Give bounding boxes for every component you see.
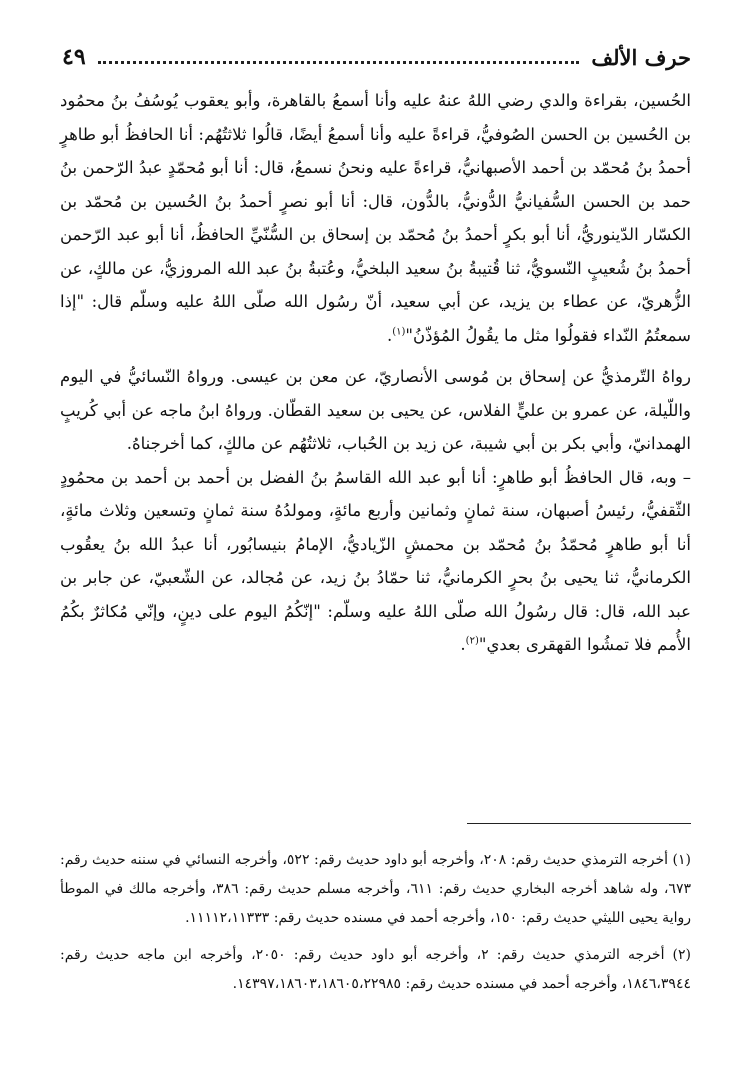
paragraph-text: الحُسين، بقراءة والدي رضي اللهُ عنهُ عليه وأنا أسمعُ بالقاهرة، وأبو يعقوب يُوسُفُ بنُ محمُود بن الحُسين بن الحسن الصُوفيُّ، قراءةً عليه وأنا أسمعُ أيضًا، قالُوا ثلاثتُهُم: أنا الحافظُ أبو طاهرٍ أحمدُ بنُ مُحمّد بن أحمد الأصبهانيُّ، قراءةً عليه ونحنُ نسمعُ، قال: أنا أبو مُحمّدٍ عبدُ الرّحمن بنُ حمد بن الحسن السُّفيانيُّ الدُّونيُّ، بالدُّون، قال: أنا أبو نصرٍ أحمدُ بنُ الحُسين بن مُحمّد بن الكسّار الدّينوريُّ، أنا أبو بكرٍ أحمدُ بنُ مُحمّد بن إسحاق بن السُّنّيِّ الحافظُ، أنا أبو عبد الرّحمن أحمدُ بنُ شُعيبٍ النّسويُّ، ثنا قُتيبةُ بنُ سعيد البلخيُّ، وعُتبةُ بنُ عبد الله المروزيُّ، عن مالكٍ، عن الزُّهريّ، عن عطاء بن يزيد، عن أبي سعيد، أنّ رسُول الله صلّى اللهُ عليه وسلّم قال: "إذا سمعتُمُ النّداء فقولُوا مثل ما يقُولُ المُؤذّنُ" — [60, 91, 691, 345]
paragraph: – وبه، قال الحافظُ أبو طاهرٍ: أنا أبو عبد الله القاسمُ بنُ الفضل بن أحمد بن أحمد بن محمُودٍ الثّقفيُّ، رئيسُ أصبهان، سنة ثمانٍ وثمانين وأربع مائةٍ، ومولدُهُ سنة ثمانٍ وتسعين وثلاث مائةٍ، أنا أبو طاهرٍ مُحمّدُ بنُ مُحمّد بن محمشٍ الزّياديُّ، الإمامُ بنيسابُور، أنا عبدُ الله بنُ يعقُوب الكرمانيُّ، ثنا يحيى بنُ بحرٍ الكرمانيُّ، ثنا حمّادُ بنُ زيد، عن مُجالد، عن الشّعبيّ، عن جابر بن عبد الله، قال: قال رسُولُ الله صلّى اللهُ عليه وسلّم: "إنّكُمُ اليوم على دينٍ، وإنّي مُكاثرٌ بكُمُ الأُمم فلا تمشُوا القهقرى بعدي"$^{(٢)}$. — [60, 467, 691, 654]
footnote: (٢) أخرجه الترمذي حديث رقم: ٢، وأخرجه أبو داود حديث رقم: ٢٠٥٠، وأخرجه ابن ماجه حديث رقم: ١٨٤٦،٣٩٤٤، وأخرجه أحمد في مسنده حديث رقم: ١٤٣٩٧،١٨٦٠٣،١٨٦٠٥،٢٢٩٨٥. — [60, 947, 691, 992]
footnote-ref[interactable]: (١) — [392, 326, 406, 337]
main-text — [60, 84, 691, 662]
paragraph — [60, 360, 691, 461]
page-number: ٤٩ — [62, 44, 86, 70]
chapter-title: حرف الألف — [591, 44, 691, 70]
paragraph: الحُسين، بقراءة والدي رضي اللهُ عنهُ عليه وأنا أسمعُ بالقاهرة، وأبو يعقوب يُوسُفُ بنُ محمُود بن الحُسين بن الحسن الصُوفيُّ، قراءةً عليه وأنا أسمعُ أيضًا، قالُوا ثلاثتُهُم: أنا الحافظُ أبو طاهرٍ أحمدُ بنُ مُحمّد بن أحمد الأصبهانيُّ، قراءةً عليه ونحنُ نسمعُ، قال: أنا أبو مُحمّدٍ عبدُ الرّحمن بنُ حمد بن الحسن السُّفيانيُّ الدُّونيُّ، بالدُّون، قال: أنا أبو نصرٍ أحمدُ بنُ الحُسين بن مُحمّد بن الكسّار الدّينوريُّ، أنا أبو بكرٍ أحمدُ بنُ مُحمّد بن إسحاق بن السُّنّيِّ الحافظُ، أنا أبو عبد الرّحمن أحمدُ بنُ شُعيبٍ النّسويُّ، ثنا قُتيبةُ بنُ سعيد البلخيُّ، وعُتبةُ بنُ عبد الله المروزيُّ، عن مالكٍ، عن الزُّهريّ، عن عطاء بن يزيد، عن أبي سعيد، أنّ رسُول الله صلّى اللهُ عليه وسلّم قال: "إذا سمعتُمُ النّداء فقولُوا مثل ما يقُولُ المُؤذّنُ"$^{(١)}$. — [60, 91, 691, 345]
header-dotted-leader — [98, 61, 580, 64]
paragraph-text: رواهُ التّرمذيُّ عن إسحاق بن مُوسى الأنصاريّ، عن معن بن عيسى. ورواهُ النّسائيُّ في اليوم واللّيلة، عن عمرو بن عليٍّ الفلاس، عن يحيى بن سعيد القطّان. ورواهُ ابنُ ماجه عن أبي كُريبٍ الهمدانيّ، وأبي بكر بن أبي شيبة، عن زيد بن الحُباب، ثلاثتُهُم عن مالكٍ، كما أخرجناهُ. — [60, 367, 691, 453]
footnote-separator — [467, 823, 691, 824]
paragraph-text: – وبه، قال الحافظُ أبو طاهرٍ: أنا أبو عبد الله القاسمُ بنُ الفضل بن أحمد بن أحمد بن محمُودٍ الثّقفيُّ، رئيسُ أصبهان، سنة ثمانٍ وثمانين وأربع مائةٍ، ومولدُهُ سنة ثمانٍ وتسعين وثلاث مائةٍ، أنا أبو طاهرٍ مُحمّدُ بنُ مُحمّد بن محمشٍ الزّياديُّ، الإمامُ بنيسابُور، أنا عبدُ الله بنُ يعقُوب الكرمانيُّ، ثنا يحيى بنُ بحرٍ الكرمانيُّ، ثنا حمّادُ بنُ زيد، عن مُجالد، عن الشّعبيّ، عن جابر بن عبد الله، قال: قال رسُولُ الله صلّى اللهُ عليه وسلّم: "إنّكُمُ اليوم على دينٍ، وإنّي مُكاثرٌ بكُمُ الأُمم فلا تمشُوا القهقرى بعدي" — [60, 467, 691, 654]
footnotes — [60, 846, 691, 999]
footnote-ref[interactable]: (٢) — [465, 635, 479, 647]
page-header — [62, 40, 691, 74]
footnote: (١) أخرجه الترمذي حديث رقم: ٢٠٨، وأخرجه أبو داود حديث رقم: ٥٢٢، وأخرجه النسائي في سننه حديث رقم: ٦٧٣، وله شاهد أخرجه البخاري حديث رقم: ٦١١، وأخرجه مسلم حديث رقم: ٣٨٦، وأخرجه مالك في الموطأ رواية يحيى الليثي حديث رقم: ١٥٠، وأخرجه أحمد في مسنده حديث رقم: ١١١١٢،١١٣٣٣. — [60, 852, 692, 926]
